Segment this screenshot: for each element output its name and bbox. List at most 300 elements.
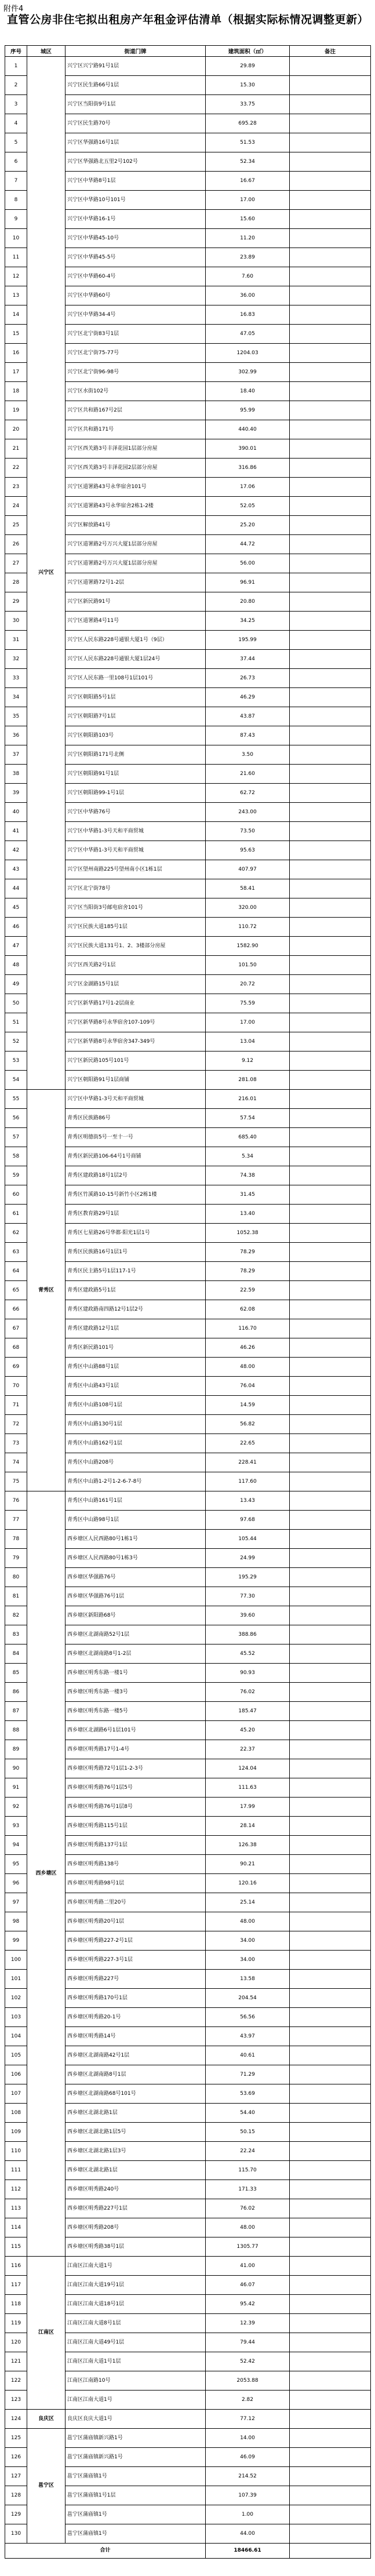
row-number: 107 [5,2084,27,2104]
area-cell: 62.72 [206,784,290,803]
address-cell: 兴宁区新华路8号永华宿舍347-349号 [65,1032,206,1051]
area-cell: 36.00 [206,286,290,305]
row-number: 120 [5,2333,27,2352]
area-cell: 46.07 [206,2276,290,2295]
remark-cell [290,1013,371,1032]
row-number: 29 [5,592,27,612]
row-number: 129 [5,2505,27,2524]
remark-cell [290,2524,371,2544]
remark-cell [290,1472,371,1491]
row-number: 17 [5,363,27,382]
row-number: 22 [5,459,27,478]
remark-cell [290,2257,371,2276]
area-cell: 44.72 [206,535,290,554]
address-cell: 兴宁区道署路43号永华宿舍101号 [65,478,206,497]
area-cell: 46.29 [206,688,290,707]
area-cell: 78.29 [206,1262,290,1281]
remark-cell [290,1740,371,1759]
row-number: 128 [5,2486,27,2505]
remark-cell [290,1970,371,1989]
address-cell: 西乡塘区北湖南路8号1层 [65,2065,206,2084]
address-cell: 青秀区中山路43号1层 [65,1377,206,1396]
area-cell: 228.41 [206,1453,290,1472]
area-cell: 320.00 [206,898,290,918]
row-number: 48 [5,956,27,975]
area-cell: 52.42 [206,2352,290,2371]
remark-cell [290,344,371,363]
area-cell: 115.70 [206,2161,290,2180]
area-cell: 3.50 [206,745,290,765]
district-cell: 青秀区 [27,1090,65,1491]
address-cell: 西乡塘区明秀路240号 [65,2180,206,2199]
area-cell: 195.29 [206,1568,290,1587]
remark-cell [290,1855,371,1874]
remark-cell [290,497,371,516]
address-cell: 西乡塘区明秀路二里20号 [65,1893,206,1912]
row-number: 66 [5,1300,27,1319]
area-cell: 12.39 [206,2314,290,2333]
remark-cell [290,2486,371,2505]
address-cell: 西乡塘区明秀路76号1层5号 [65,1778,206,1798]
remark-cell [290,1262,371,1281]
remark-cell [290,1721,371,1740]
row-number: 126 [5,2448,27,2467]
remark-cell [290,1396,371,1415]
row-number: 122 [5,2371,27,2391]
address-cell: 西乡塘区北湖北路1层 [65,2104,206,2123]
remark-cell [290,1836,371,1855]
remark-cell [290,1778,371,1798]
address-cell: 西乡塘区华强路76号 [65,1568,206,1587]
row-number: 50 [5,994,27,1013]
remark-cell [290,1931,371,1951]
area-cell: 95.99 [206,401,290,420]
remark-cell [290,1415,371,1434]
remark-cell [290,2180,371,2199]
row-number: 118 [5,2295,27,2314]
remark-cell [290,631,371,650]
area-cell: 34.25 [206,612,290,631]
address-cell: 西乡塘区明秀路14号 [65,2027,206,2046]
row-number: 31 [5,631,27,650]
row-number: 70 [5,1377,27,1396]
remark-cell [290,2199,371,2218]
remark-cell [290,2391,371,2410]
address-cell: 西乡塘区北湖南路42号1层 [65,2046,206,2065]
row-number: 125 [5,2429,27,2448]
remark-cell [290,803,371,822]
area-cell: 17.00 [206,191,290,210]
area-cell: 214.52 [206,2467,290,2486]
remark-cell [290,956,371,975]
area-cell: 107.39 [206,2486,290,2505]
area-cell: 18.40 [206,382,290,401]
area-cell: 116.70 [206,1319,290,1338]
address-cell: 邕宁区蒲庙镇1号 [65,2505,206,2524]
remark-cell [290,363,371,382]
area-cell: 171.33 [206,2180,290,2199]
address-cell: 兴宁区中华路1-3号天和平商贸城 [65,841,206,860]
remark-cell [290,2123,371,2142]
header-remark: 备注 [290,46,371,57]
area-cell: 13.43 [206,1491,290,1511]
row-number: 97 [5,1893,27,1912]
address-cell: 西乡塘区明秀路208号 [65,2218,206,2237]
row-number: 44 [5,879,27,898]
table-row [5,1491,371,1511]
row-number: 73 [5,1434,27,1453]
address-cell: 江南区江南大道1号1层 [65,2352,206,2371]
row-number: 63 [5,1243,27,1262]
row-number: 71 [5,1396,27,1415]
remark-cell [290,554,371,573]
area-cell: 1.00 [206,2505,290,2524]
area-cell: 105.44 [206,1530,290,1549]
area-cell: 302.99 [206,363,290,382]
row-number: 95 [5,1855,27,1874]
address-cell: 兴宁区朝阳路171号北侧 [65,745,206,765]
address-cell: 西乡塘区北湖北路1层5号 [65,2123,206,2142]
row-number: 6 [5,152,27,172]
area-cell: 117.60 [206,1472,290,1491]
address-cell: 兴宁区新华路8号永华宿舍107-109号 [65,1013,206,1032]
address-cell: 兴宁区朝阳路103号 [65,726,206,745]
area-cell: 29.89 [206,57,290,76]
address-cell: 西乡塘区明秀路17号1-4号 [65,1740,206,1759]
table-row [5,2410,371,2429]
address-cell: 西乡塘区明秀路227-3号1层 [65,1951,206,1970]
address-cell: 青秀区中山路1-2号1-2-6-7-8号 [65,1472,206,1491]
address-cell: 兴宁区当阳街3号邮电宿舍101号 [65,898,206,918]
row-number: 64 [5,1262,27,1281]
area-cell: 45.20 [206,1721,290,1740]
area-cell: 33.75 [206,95,290,114]
address-cell: 青秀区中山路98号1层 [65,1511,206,1530]
row-number: 27 [5,554,27,573]
remark-cell [290,918,371,937]
area-cell: 79.44 [206,2333,290,2352]
row-number: 45 [5,898,27,918]
remark-cell [290,2295,371,2314]
row-number: 75 [5,1472,27,1491]
area-cell: 56.00 [206,554,290,573]
row-number: 115 [5,2237,27,2257]
address-cell: 青秀区民族路16号1层1号 [65,1243,206,1262]
document-title: 直管公房非住宅拟出租房产年租金评估清单（根据实际标情况调整更新） [7,13,369,26]
area-cell: 43.97 [206,2027,290,2046]
remark-cell [290,975,371,994]
row-number: 15 [5,325,27,344]
table-row [5,57,371,76]
area-cell: 243.00 [206,803,290,822]
row-number: 130 [5,2524,27,2544]
remark-cell [290,2410,371,2429]
area-cell: 126.38 [206,1836,290,1855]
row-number: 99 [5,1931,27,1951]
address-cell: 兴宁区民族大道131号1、2、3楼部分房屋 [65,937,206,956]
address-cell: 西乡塘区明秀路20号1层 [65,1912,206,1931]
row-number: 38 [5,765,27,784]
area-cell: 52.05 [206,497,290,516]
address-cell: 青秀区建政路南四路12号1层2号 [65,1300,206,1319]
address-cell: 西乡塘区人民西路80号1栋3号 [65,1549,206,1568]
remark-cell [290,2237,371,2257]
remark-cell [290,1912,371,1931]
area-cell: 44.00 [206,2524,290,2544]
address-cell: 邕宁区蒲庙镇1号 [65,2467,206,2486]
area-cell: 76.02 [206,2199,290,2218]
property-table [5,45,371,2559]
remark-cell [290,2065,371,2084]
remark-cell [290,2429,371,2448]
row-number: 112 [5,2180,27,2199]
remark-cell [290,745,371,765]
address-cell: 青秀区新民路101号 [65,1338,206,1358]
address-cell: 西乡塘区华强路76号1层 [65,1587,206,1606]
address-cell: 兴宁区华强路16号1层 [65,133,206,152]
remark-cell [290,1205,371,1224]
remark-cell [290,1683,371,1702]
row-number: 28 [5,573,27,592]
table-row [5,1090,371,1109]
address-cell: 兴宁区人民东路228号通银大厦1号（9层） [65,631,206,650]
row-number: 21 [5,439,27,459]
address-cell: 兴宁区中华路8号1层 [65,172,206,191]
area-cell: 95.63 [206,841,290,860]
row-number: 5 [5,133,27,152]
area-cell: 316.86 [206,459,290,478]
remark-cell [290,1224,371,1243]
row-number: 60 [5,1185,27,1205]
address-cell: 兴宁区道署路2号万兴大厦1层部分房屋 [65,554,206,573]
row-number: 111 [5,2161,27,2180]
area-cell: 75.59 [206,994,290,1013]
address-cell: 青秀区新民路106-64号1号商铺 [65,1147,206,1166]
address-cell: 青秀区中山路161号1层 [65,1491,206,1511]
area-cell: 13.40 [206,1205,290,1224]
attachment-label: 附件4 [3,5,24,13]
row-number: 91 [5,1778,27,1798]
header-district: 城区 [27,46,65,57]
row-number: 105 [5,2046,27,2065]
row-number: 2 [5,76,27,95]
row-number: 25 [5,516,27,535]
area-cell: 390.01 [206,439,290,459]
area-cell: 87.43 [206,726,290,745]
address-cell: 江南区江南大道1号 [65,2391,206,2410]
address-cell: 西乡塘区明秀东路一楼3号 [65,1683,206,1702]
area-cell: 96.91 [206,573,290,592]
address-cell: 兴宁区中华路45-5号 [65,248,206,267]
address-cell: 青秀区建政路5号1层 [65,1281,206,1300]
remark-cell [290,1817,371,1836]
area-cell: 53.69 [206,2084,290,2104]
address-cell: 兴宁区北宁街78号 [65,879,206,898]
address-cell: 兴宁区北宁街83号1层 [65,325,206,344]
address-cell: 兴宁区朝阳路5号1层 [65,688,206,707]
address-cell: 青秀区民族路86号 [65,1109,206,1128]
row-number: 7 [5,172,27,191]
row-number: 16 [5,344,27,363]
remark-cell [290,1893,371,1912]
area-cell: 216.01 [206,1090,290,1109]
area-cell: 15.60 [206,210,290,229]
row-number: 56 [5,1109,27,1128]
address-cell: 兴宁区新民路91号 [65,592,206,612]
row-number: 10 [5,229,27,248]
row-number: 80 [5,1568,27,1587]
address-cell: 兴宁区道署路72号1-2层 [65,573,206,592]
area-cell: 13.58 [206,1970,290,1989]
address-cell: 江南区江南大道49号1层 [65,2333,206,2352]
area-cell: 685.40 [206,1128,290,1147]
address-cell: 兴宁区道署路43号永华宿舍2栋1-2楼 [65,497,206,516]
remark-cell [290,860,371,879]
area-cell: 95.42 [206,2295,290,2314]
area-cell: 1204.03 [206,344,290,363]
remark-cell [290,114,371,133]
address-cell: 兴宁区中华路1-3号天和平商贸城 [65,1090,206,1109]
remark-cell [290,2046,371,2065]
remark-cell [290,1147,371,1166]
row-number: 89 [5,1740,27,1759]
remark-cell [290,1281,371,1300]
row-number: 117 [5,2276,27,2295]
area-cell: 388.86 [206,1625,290,1644]
remark-cell [290,76,371,95]
row-number: 9 [5,210,27,229]
address-cell: 兴宁区中华路60号 [65,286,206,305]
area-cell: 110.72 [206,918,290,937]
row-number: 110 [5,2142,27,2161]
remark-cell [290,1568,371,1587]
row-number: 101 [5,1970,27,1989]
area-cell: 56.82 [206,1415,290,1434]
header-area: 建筑面积（㎡） [206,46,290,57]
row-number: 37 [5,745,27,765]
area-cell: 281.08 [206,1071,290,1090]
address-cell: 西乡塘区北湖路6号1层101号 [65,1721,206,1740]
remark-cell [290,2142,371,2161]
area-cell: 440.40 [206,420,290,439]
remark-cell [290,1377,371,1396]
row-number: 32 [5,650,27,669]
remark-cell [290,1358,371,1377]
row-number: 108 [5,2104,27,2123]
remark-cell [290,1243,371,1262]
remark-cell [290,1090,371,1109]
area-cell: 120.16 [206,1874,290,1893]
row-number: 94 [5,1836,27,1855]
district-cell: 邕宁区 [27,2429,65,2544]
address-cell: 兴宁区中华路1-3号天和平商贸城 [65,822,206,841]
row-number: 35 [5,707,27,726]
address-cell: 西乡塘区北湖南路8号1-2层 [65,1644,206,1664]
address-cell: 兴宁区西关路3号丰泽花园1层部分房屋 [65,439,206,459]
address-cell: 西乡塘区北湖北路1层 [65,2161,206,2180]
table-header-row [5,46,371,57]
address-cell: 兴宁区北宁街96-98号 [65,363,206,382]
area-cell: 407.97 [206,860,290,879]
remark-cell [290,325,371,344]
header-no: 序号 [5,46,27,57]
remark-cell [290,95,371,114]
remark-cell [290,2314,371,2333]
area-cell: 111.63 [206,1778,290,1798]
address-cell: 青秀区七星路26号华都·阳光1层1号 [65,1224,206,1243]
address-cell: 兴宁区华强路北五里2号102号 [65,152,206,172]
remark-cell [290,707,371,726]
row-number: 4 [5,114,27,133]
address-cell: 西乡塘区明秀路38号1层 [65,2237,206,2257]
row-number: 85 [5,1664,27,1683]
address-cell: 青秀区中山路208号 [65,1453,206,1472]
row-number: 65 [5,1281,27,1300]
remark-cell [290,1319,371,1338]
address-cell: 西乡塘区明秀路115号1层 [65,1817,206,1836]
area-cell: 1582.90 [206,937,290,956]
address-cell: 青秀区中山路162号1层 [65,1434,206,1453]
area-cell: 7.60 [206,267,290,286]
row-number: 8 [5,191,27,210]
area-cell: 57.54 [206,1109,290,1128]
row-number: 78 [5,1530,27,1549]
remark-cell [290,2371,371,2391]
total-area: 18466.61 [206,2544,290,2559]
row-number: 61 [5,1205,27,1224]
address-cell: 西乡塘区明秀东路一楼5号 [65,1702,206,1721]
remark-cell [290,1300,371,1319]
remark-cell [290,1185,371,1205]
remark-cell [290,248,371,267]
remark-cell [290,439,371,459]
row-number: 42 [5,841,27,860]
address-cell: 青秀区明德街5号一至十一号 [65,1128,206,1147]
row-number: 36 [5,726,27,745]
area-cell: 22.37 [206,1740,290,1759]
remark-cell [290,573,371,592]
area-cell: 16.67 [206,172,290,191]
row-number: 82 [5,1606,27,1625]
remark-cell [290,994,371,1013]
area-cell: 48.00 [206,1358,290,1377]
remark-cell [290,2505,371,2524]
remark-cell [290,2027,371,2046]
remark-cell [290,172,371,191]
area-cell: 22.24 [206,2142,290,2161]
remark-cell [290,1166,371,1185]
address-cell: 兴宁区新华路17号1-2层商业 [65,994,206,1013]
row-number: 83 [5,1625,27,1644]
address-cell: 兴宁区新民路105号101号 [65,1051,206,1071]
area-cell: 37.44 [206,650,290,669]
area-cell: 74.38 [206,1166,290,1185]
address-cell: 兴宁区共和路171号 [65,420,206,439]
address-cell: 西乡塘区北湖南路68号101号 [65,2084,206,2104]
remark-cell [290,478,371,497]
area-cell: 77.12 [206,2410,290,2429]
remark-cell [290,2333,371,2352]
row-number: 124 [5,2410,27,2429]
district-cell: 兴宁区 [27,57,65,1090]
remark-cell [290,879,371,898]
address-cell: 兴宁区中华路45-10号 [65,229,206,248]
table-row [5,2429,371,2448]
remark-cell [290,2467,371,2486]
remark-cell [290,612,371,631]
row-number: 127 [5,2467,27,2486]
row-number: 77 [5,1511,27,1530]
